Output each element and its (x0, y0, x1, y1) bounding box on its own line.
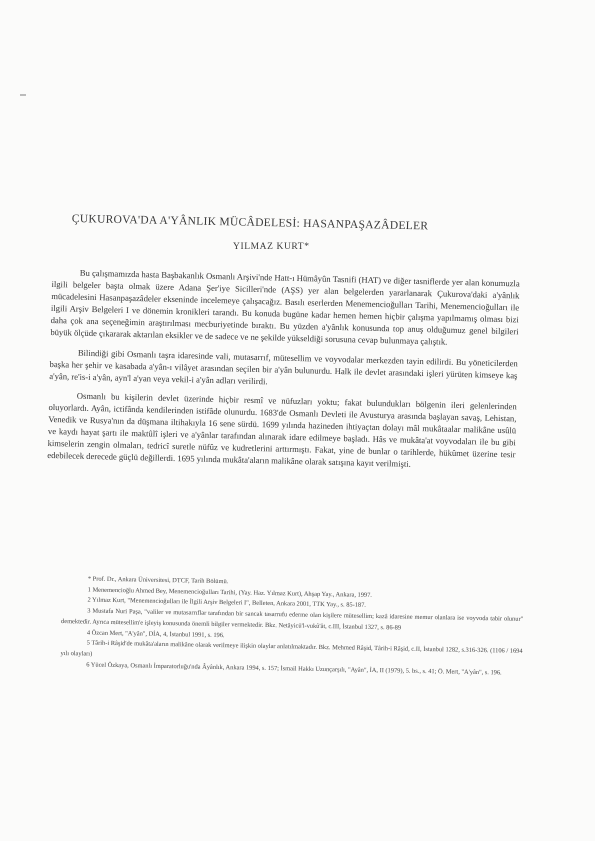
footnote-2: 2 Yılmaz Kurt, "Menemencioğulları ile İlgili Arşiv Belgeleri I", Belleten, Ankara 2001, TTK Yay., s. 85-187. (87, 596, 366, 610)
body-paragraph-1: Bu çalışmamızda hasta Başbakanlık Osmanlı Arşivi'nde Hatt-ı Hümâyûn Tasnifi (HAT) ve diğer tasniflerde yer alan konumuzla ilgili belgeler başta olmak üzere Adana Şer'iye Sicilleri'nde (AŞS) yer alan belgelerden yararlanarak Çukurova'daki a'yânlık mücadelesini Hasanpaşazâdeler ekseninde incelemeye çalışacağız. Basılı eserlerden Menemencioğulları Tarihi, Menemencioğulları ile ilgili Arşiv Belgeleri I ve dönemin kronikleri tarandı. Bu konuda bugüne kadar hemen hemen hiçbir çalışma yapılmamış olması bizi daha çok ana seçeneğimin araştırılması mecburiyetinde bıraktı. Bu yüzden a'yânlık konusunda top anuş olduğumuz genel bilgileri büyük ölçüde çıkararak aktarılan eksikler ve de sadece ve ne şekilde yükseldiği sorusuna cevap bulunmaya çalıştık. (50, 267, 520, 348)
footnote-author: * Prof. Dr., Ankara Üniversitesi, DTCF, Tarih Bölümü. (87, 575, 229, 586)
footnote-4: 4 Özcan Mert, "A'yân", DİA, 4, İstanbul 1991, s. 196. (86, 629, 225, 639)
article-body (47, 266, 520, 480)
article-author: YILMAZ KURT* (233, 242, 310, 252)
footnote-5: 5 Târih-i Râşid'de mukâta'aların malikâne olarak verilmeye ilişkin olaylar anlatılmaktadır. Bkz. Mehmed Râşid, Târih-i Râşid, c.II, İstanbul 1282, s.316-326. (1106 / 1694 yılı olayları) (60, 639, 523, 658)
footnote-1: 1 Menemencioğlu Ahmed Bey, Menemencioğulları Tarihi, (Yay. Haz. Yılmaz Kurt), Ahşap Yay., Ankara, 1997. (87, 586, 373, 599)
footnote-6: 6 Yücel Özkaya, Osmanlı İmparatorluğu'nda Âyânlık, Ankara 1994, s. 157; İsmail Hakkı Uzunçarşılı, "Ayân", İA, II (1979), 5. bs., s. 41; Ö. Mert, "A'yân", s. 196. (86, 661, 502, 677)
footnotes (60, 574, 524, 679)
article-title: ÇUKUROVA'DA A'YÂNLIK MÜCÂDELESİ: HASANPAŞAZÂDELER (71, 213, 429, 233)
body-paragraph-3: Osmanlı bu kişilerin devlet üzerinde hiçbir resmî ve nüfuzları yoktu; fakat bulundukları bölgenin ileri gelenlerinden oluyorlardı. Ayân, ictifânda kendilerinden istifâde olunurdu. 1683'de Osmanlı Devleti ile Avusturya arasında başlayan savaş, Lehistan, Venedik ve Rusya'nın da düşmana iltihakıyla 16 sene sürdü. 1699 yılında hazineden ihtiyaçtan dolayı mâl mukâtaalar malikâne usûlü ve kaydı hayat şartı ile maktûlî işleri ve a'yânlar tarafından alınarak idare edilmeye başladı. Hâs ve mukâta'at voyvodaları ile bu gibi kimselerin zengin olmaları, tedricî suretle nüfûz ve kudretlerini arttırmıştı. Fakat, yine de bunlar o tarihlerde, hükûmet üzerine tesir edebilecek derecede güçlü değillerdi. 1695 yılında mukâta'aların malikâne olarak satışına kayıt verilmişti. (47, 390, 517, 470)
scan-mark (20, 94, 26, 96)
body-paragraph-2: Bilindiği gibi Osmanlı taşra idaresinde vali, mutasarrıf, mütesellim ve voyvodalar merkezden tayin edilirdi. Bu yöneticilerden başka her şehir ve kasabada a'yân-ı vilâyet arasından seçilen bir a'yân bulunurdu. Halk ile devlet arasındaki işleri yürüten kimseye kaş a'yân, re'is-i a'yân, ayn'l a'yan veya vekil-i a'yân adları verilirdi. (49, 347, 518, 387)
footnote-3: 3 Mustafa Nuri Paşa, "valiler ve mutasarrıflar tarafından bir sancak tasarrufu ederme olan kişilere mütesellim; kazâ idaresine memur olanlara ise voyvoda tabir olunur" demektedir. Ayrıca mütesellim'e işleyiş konusunda önemli bilgiler vermektedir. Bkz. Netâyicü'l-vukû'ât, c.III, İstanbul 1327, s. 86-89 (61, 607, 524, 632)
